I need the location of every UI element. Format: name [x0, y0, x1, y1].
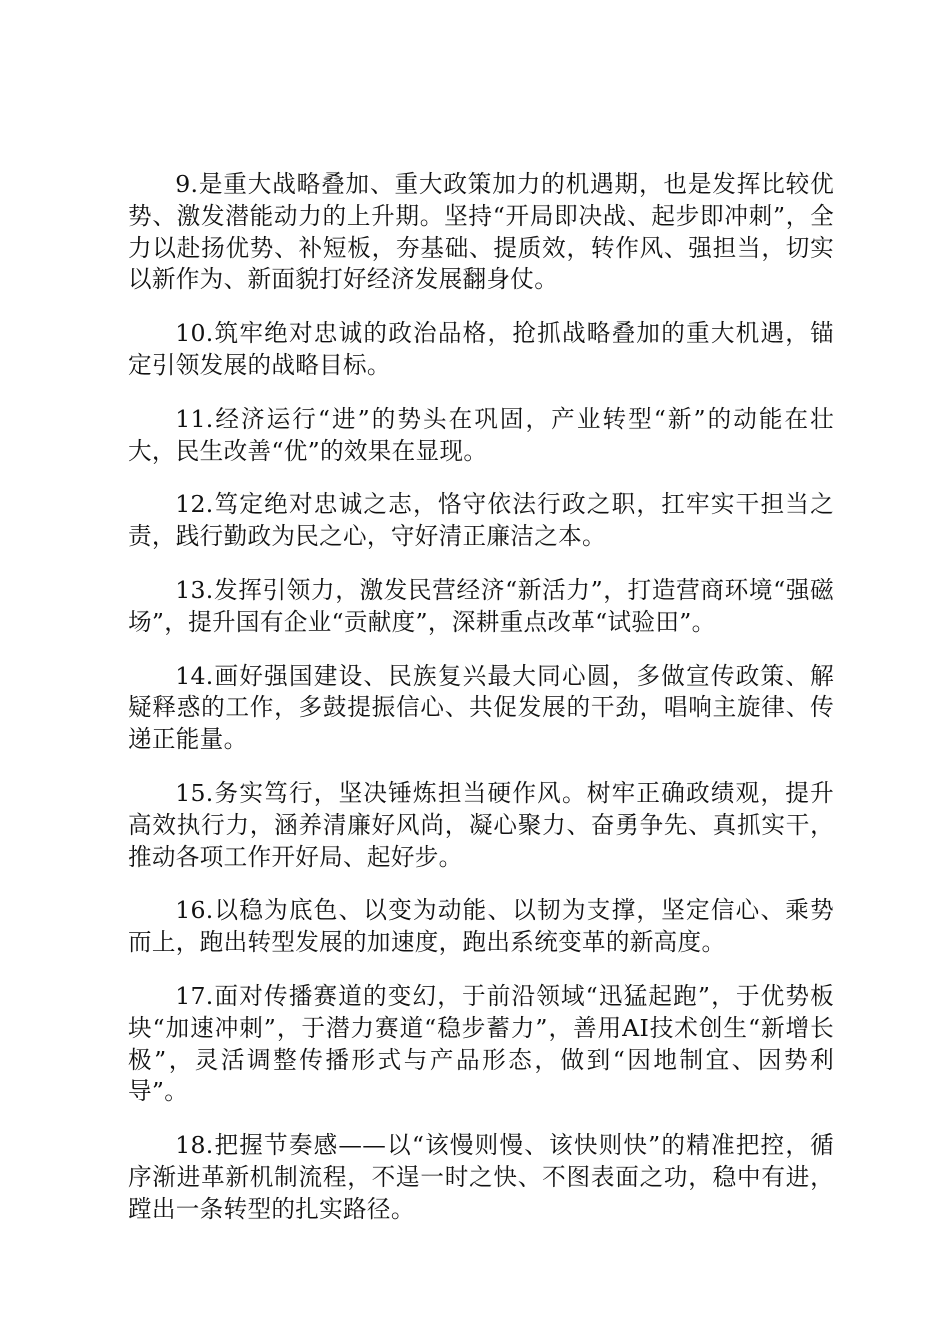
paragraph-14: 14.画好强国建设、民族复兴最大同心圆，多做宣传政策、解疑释惑的工作，多鼓提振信心、共促发展的干劲，唱响主旋律、传递正能量。 — [128, 661, 834, 754]
paragraph-16: 16.以稳为底色、以变为动能、以韧为支撑，坚定信心、乘势而上，跑出转型发展的加速度，跑出系统变革的新高度。 — [128, 896, 834, 957]
paragraph-9: 9.是重大战略叠加、重大政策加力的机遇期，也是发挥比较优势、激发潜能动力的上升期。坚持“开局即决战、起步即冲刺”，全力以赴扬优势、补短板，夯基础、提质效，转作风、强担当，切实以新作为、新面貌打好经济发展翻身仗。 — [128, 170, 834, 294]
paragraph-17: 17.面对传播赛道的变幻，于前沿领域“迅猛起跑”，于优势板块“加速冲刺”，于潜力赛道“稳步蓄力”，善用AI技术创生“新增长极”，灵活调整传播形式与产品形态，做到“因地制宜、因势利导”。 — [128, 981, 834, 1106]
document-body — [128, 169, 834, 1248]
paragraph-15: 15.务实笃行，坚决锤炼担当硬作风。树牢正确政绩观，提升高效执行力，涵养清廉好风尚，凝心聚力、奋勇争先、真抓实干，推动各项工作开好局、起好步。 — [128, 778, 834, 871]
paragraph-18: 18.把握节奏感——以“该慢则慢、该快则快”的精准把控，循序渐进革新机制流程，不逞一时之快、不图表面之功，稳中有进，蹚出一条转型的扎实路径。 — [128, 1131, 834, 1223]
paragraph-13: 13.发挥引领力，激发民营经济“新活力”，打造营商环境“强磁场”，提升国有企业“贡献度”，深耕重点改革“试验田”。 — [128, 575, 834, 636]
paragraph-10: 10.筑牢绝对忠诚的政治品格，抢抓战略叠加的重大机遇，锚定引领发展的战略目标。 — [128, 319, 834, 379]
paragraph-11: 11.经济运行“进”的势头在巩固，产业转型“新”的动能在壮大，民生改善“优”的效果在显现。 — [128, 404, 834, 465]
paragraph-12: 12.笃定绝对忠诚之志，恪守依法行政之职，扛牢实干担当之责，践行勤政为民之心，守好清正廉洁之本。 — [128, 490, 834, 551]
